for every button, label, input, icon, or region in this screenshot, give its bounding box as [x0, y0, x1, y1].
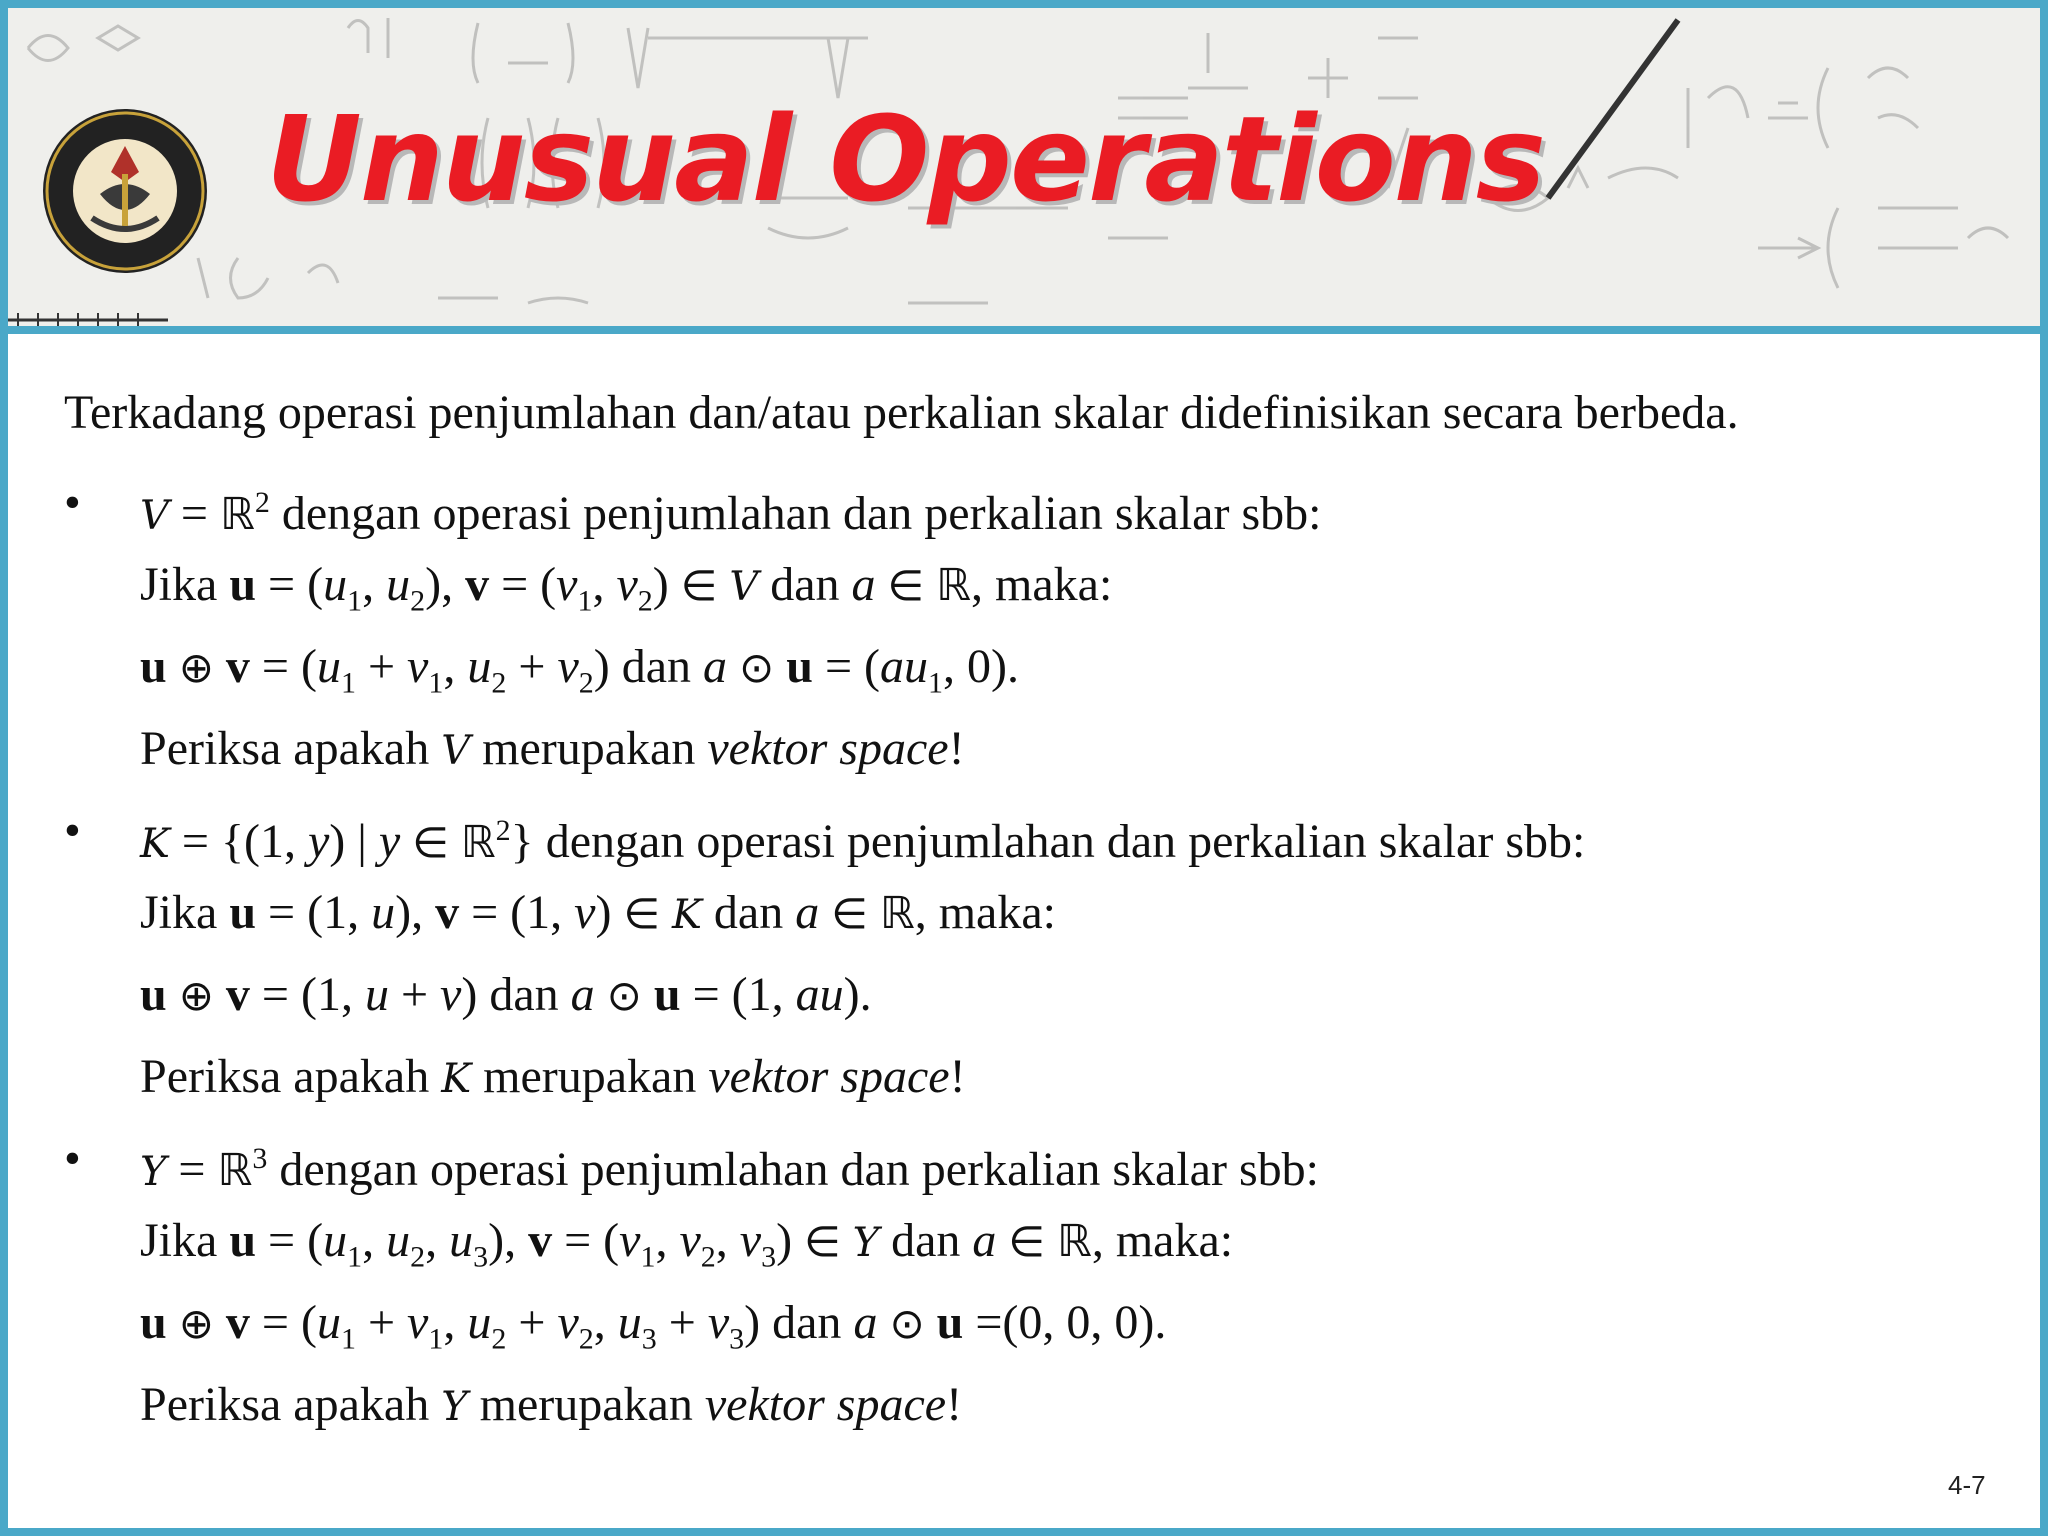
item-heading: K = {(1, y) | y ∈ ℝ$^2$} dengan operasi penjumlahan dan perkalian skalar sbb: — [140, 814, 1586, 868]
bullet-marker: • — [64, 1132, 81, 1185]
bullet-marker: • — [64, 804, 81, 857]
bullet-item — [64, 790, 2014, 1118]
item-operations: u ⊕ v = (1, u + v) dan a ⊙ u = (1, au). — [140, 968, 872, 1021]
item-operations: u ⊕ $v = (u_1 + v_1$, $u_2 + v_2$, $u_3 + v_3$) dan a ⊙ u =(0, 0, 0). — [140, 1296, 1167, 1356]
item-condition: Jika $u = (u_1$, $u_2$), $v = (v_1$, $v_2$) ∈ V dan a ∈ ℝ, maka: — [140, 558, 1113, 618]
intro-text: Terkadang operasi penjumlahan dan/atau perkalian skalar didefinisikan secara berbeda. — [64, 386, 1739, 439]
slide-title: Unusual Operations — [266, 90, 1545, 228]
item-check: Periksa apakah V merupakan vektor space! — [140, 722, 965, 775]
item-check: Periksa apakah Y merupakan vektor space! — [140, 1378, 963, 1431]
item-condition: Jika $u = (u_1$, $u_2$, $u_3$), $v = (v_1$, $v_2$, $v_3$) ∈ Y dan a ∈ ℝ, maka: — [140, 1214, 1234, 1274]
title-banner — [8, 8, 2040, 334]
item-check: Periksa apakah K merupakan vektor space! — [140, 1050, 966, 1103]
slide-body — [64, 380, 2014, 1446]
item-operations: u ⊕ $v = (u_1 + v_1$, $u_2 + v_2$) dan a ⊙ $u = (au_1$, 0). — [140, 640, 1019, 700]
bullet-item — [64, 1118, 2014, 1446]
bullet-item — [64, 462, 2014, 790]
item-heading: Y = ℝ$^3$ dengan operasi penjumlahan dan perkalian skalar sbb: — [140, 1142, 1319, 1196]
bullet-marker: • — [64, 476, 81, 529]
item-condition: Jika u = (1, u), v = (1, v) ∈ K dan a ∈ ℝ, maka: — [140, 886, 1056, 939]
pen-stroke — [1548, 20, 1678, 198]
university-logo — [40, 106, 210, 276]
page-number: 4-7 — [1948, 1470, 1986, 1500]
item-heading: V = ℝ$^2$ dengan operasi penjumlahan dan perkalian skalar sbb: — [140, 486, 1322, 540]
